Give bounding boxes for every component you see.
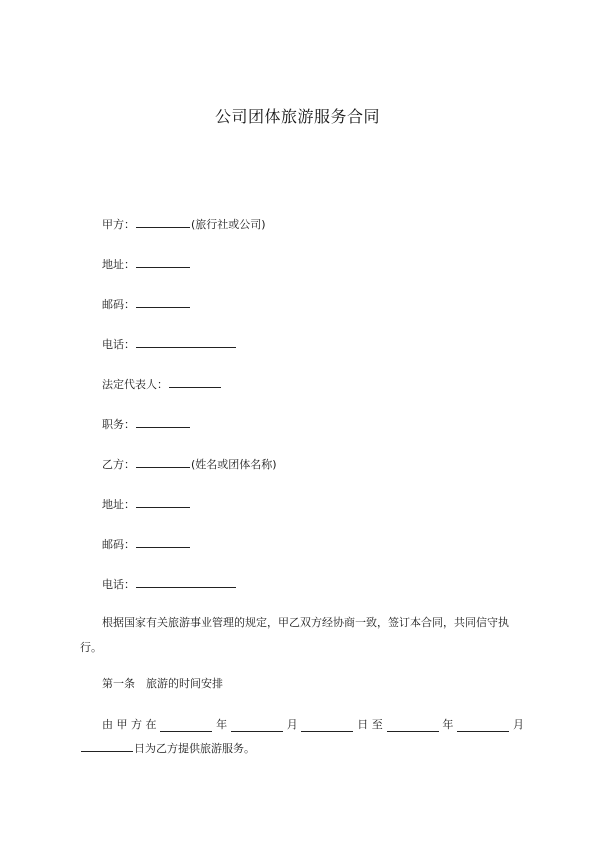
legal-rep-line (102, 377, 222, 392)
party-b-note: (姓名或团体名称) (191, 458, 277, 471)
end-year-blank[interactable] (387, 721, 439, 732)
article-1-row-1 (102, 716, 524, 732)
party-a-address-blank[interactable] (136, 257, 190, 268)
party-a-phone-line (102, 337, 237, 352)
party-b-phone-line (102, 577, 237, 592)
party-a-note: (旅行社或公司) (191, 218, 266, 231)
start-year-blank[interactable] (160, 721, 212, 732)
legal-rep-blank[interactable] (169, 377, 221, 388)
party-b-phone-label: 电话： (102, 578, 135, 591)
end-year-label: 年 (442, 718, 454, 731)
position-line (102, 417, 191, 432)
party-a-blank[interactable] (136, 217, 190, 228)
party-b-zip-line (102, 537, 191, 552)
preamble-paragraph: 根据国家有关旅游事业管理的规定，甲乙双方经协商一致，签订本合同，共同信守执行。 (80, 616, 509, 654)
party-a-label: 甲方： (102, 218, 135, 231)
start-month-label: 月 (286, 718, 298, 731)
party-b-line (102, 457, 277, 472)
end-month-blank[interactable] (457, 721, 509, 732)
end-day-blank[interactable] (81, 741, 133, 752)
party-a-zip-line (102, 297, 191, 312)
party-b-zip-label: 邮码： (102, 538, 135, 551)
party-a-zip-label: 邮码： (102, 298, 135, 311)
start-month-blank[interactable] (231, 721, 283, 732)
party-b-blank[interactable] (136, 457, 190, 468)
article-1-from-text: 由 甲 方 在 (102, 718, 157, 731)
position-blank[interactable] (136, 417, 190, 428)
party-b-address-line (102, 497, 191, 512)
party-a-address-label: 地址： (102, 258, 135, 271)
start-day-to-label: 日 至 (357, 718, 383, 731)
article-1-heading: 第一条 旅游的时间安排 (102, 677, 223, 690)
position-label: 职务： (102, 418, 135, 431)
article-1-end-text: 日为乙方提供旅游服务。 (134, 742, 255, 755)
party-b-phone-blank[interactable] (136, 577, 236, 588)
party-a-phone-blank[interactable] (136, 337, 236, 348)
party-a-address-line (102, 257, 191, 272)
legal-rep-label: 法定代表人： (102, 378, 168, 391)
party-b-zip-blank[interactable] (136, 537, 190, 548)
party-b-address-blank[interactable] (136, 497, 190, 508)
party-a-line (102, 217, 266, 232)
start-day-blank[interactable] (301, 721, 353, 732)
party-a-phone-label: 电话： (102, 338, 135, 351)
article-1-row-2 (80, 740, 255, 756)
page-title: 公司团体旅游服务合同 (214, 107, 380, 126)
start-year-label: 年 (216, 718, 228, 731)
end-month-label: 月 (512, 718, 524, 731)
party-b-address-label: 地址： (102, 498, 135, 511)
party-a-zip-blank[interactable] (136, 297, 190, 308)
party-b-label: 乙方： (102, 458, 135, 471)
